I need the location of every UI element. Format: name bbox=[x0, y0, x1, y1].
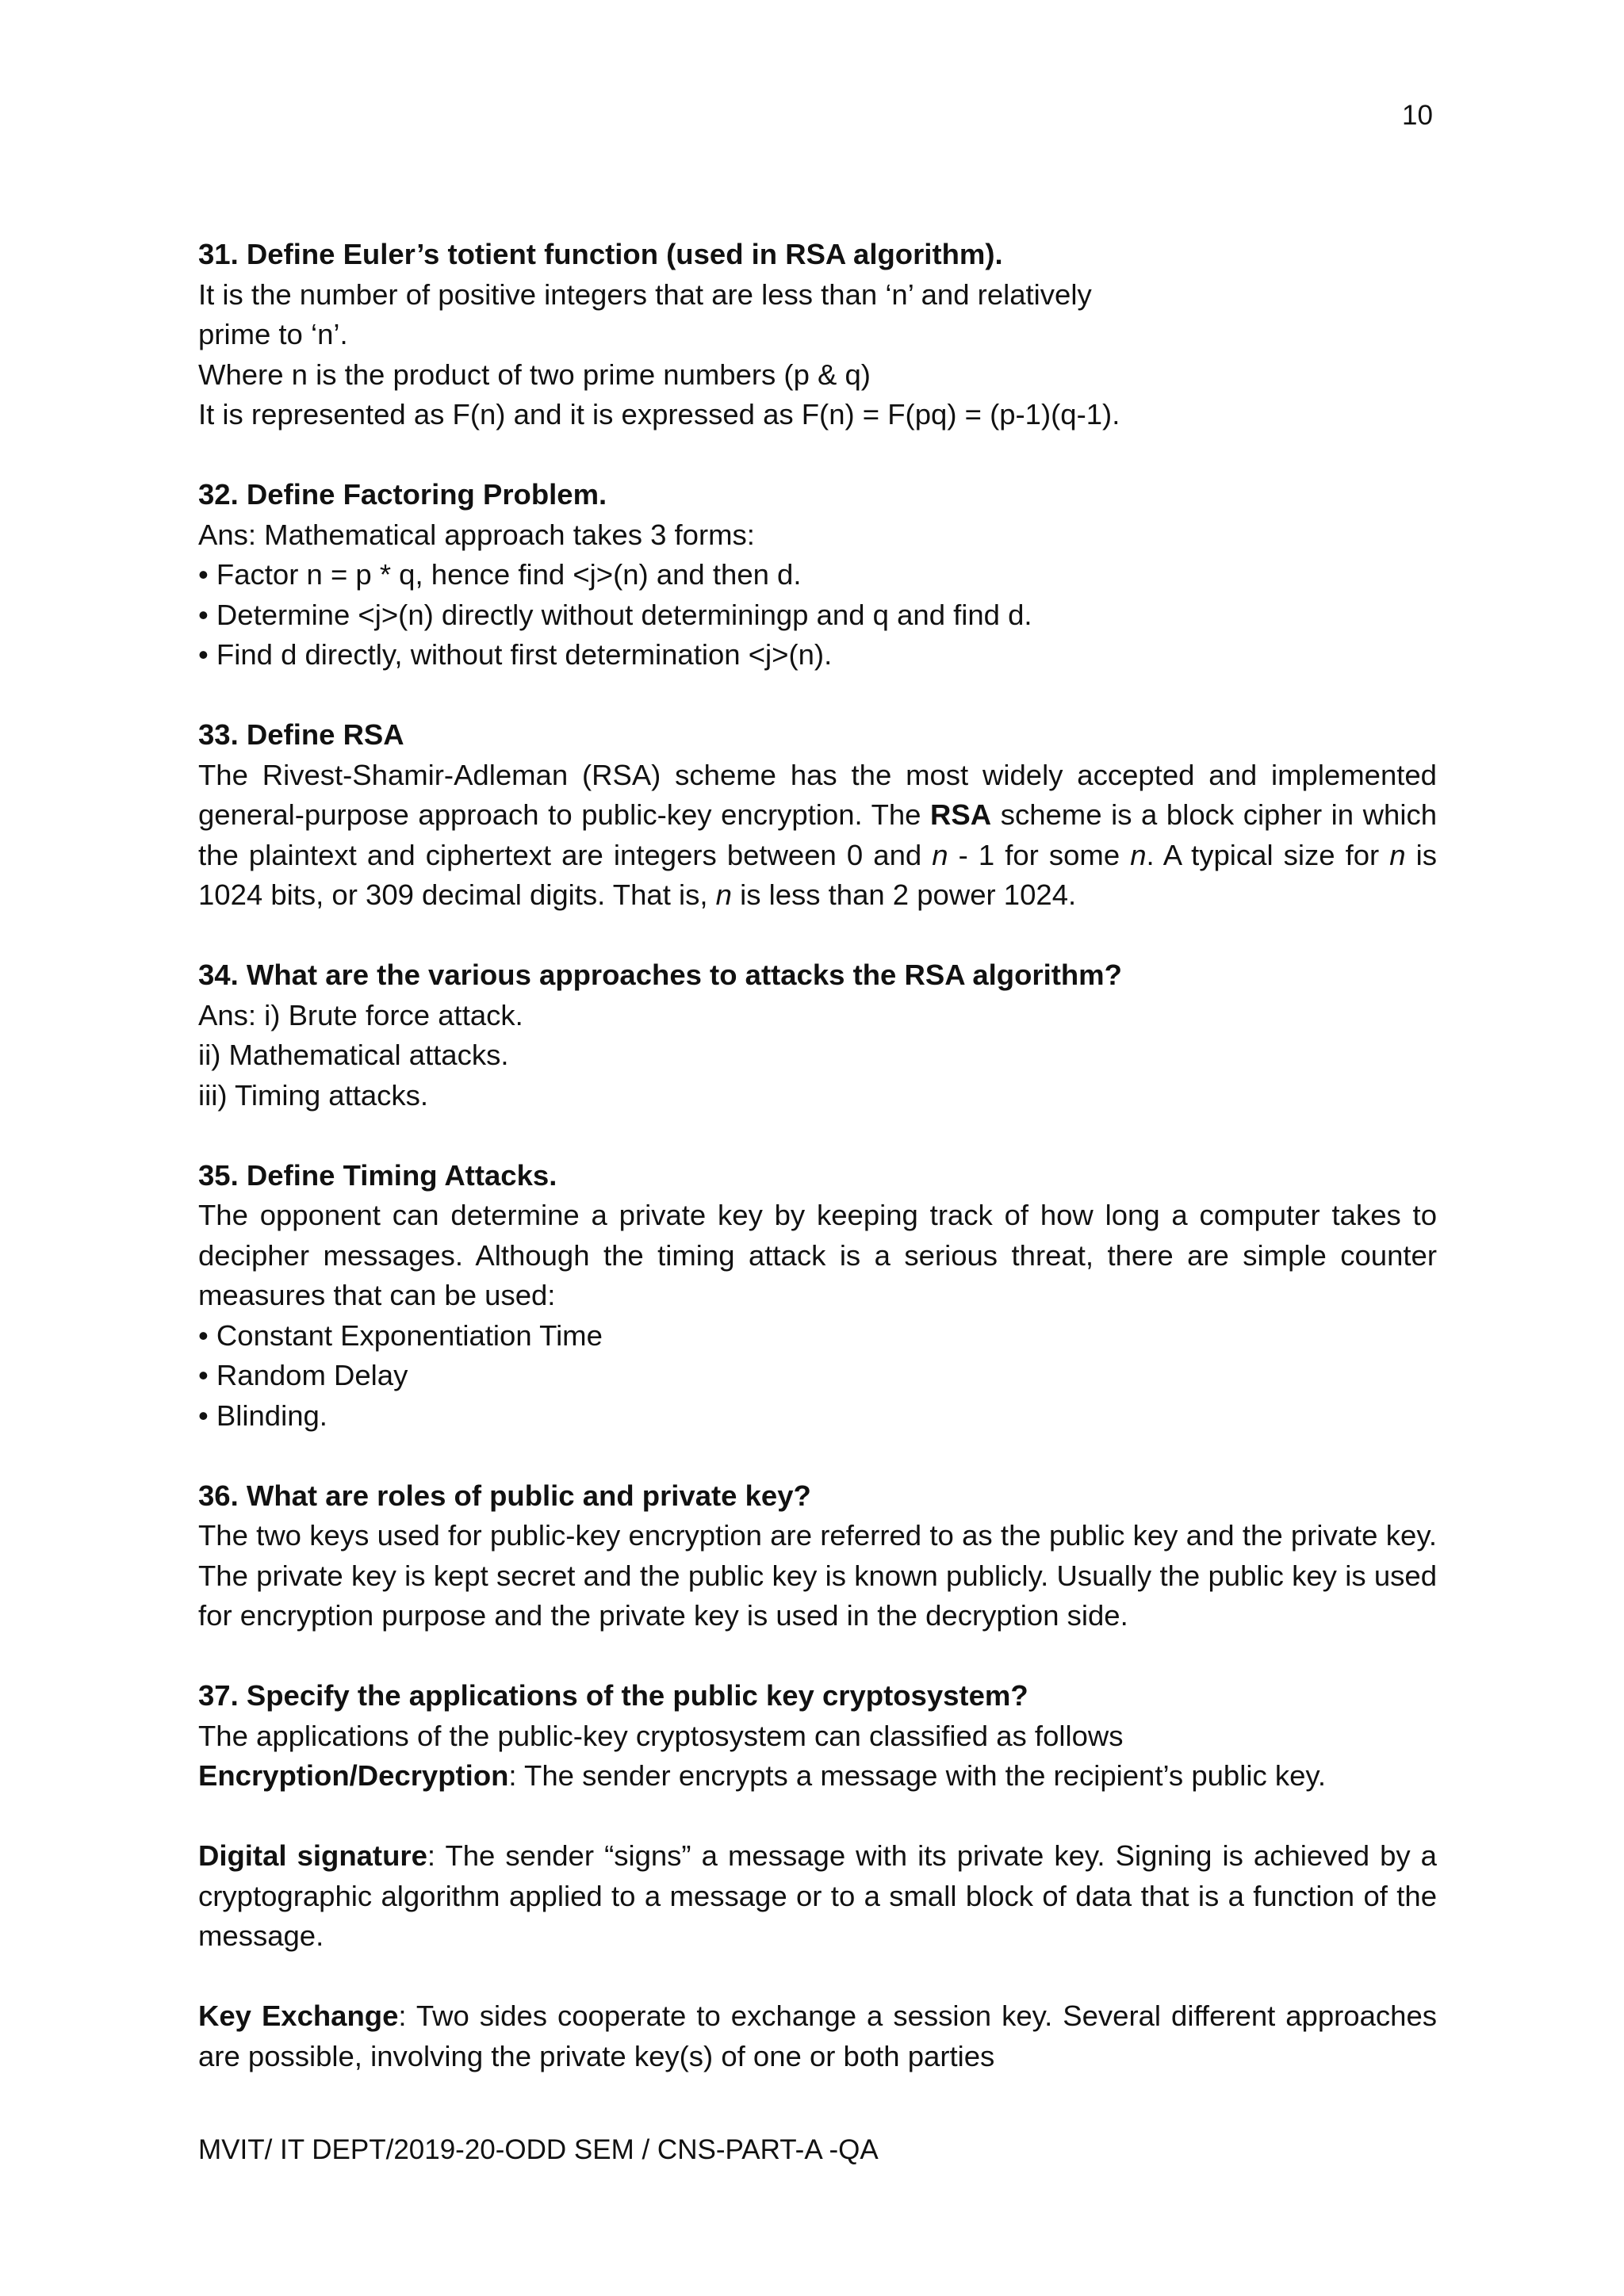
text-run: : Two sides cooperate to exchange a session key. Several different approaches are possible, involving the private key(s) of one or both parties bbox=[198, 1999, 1437, 2072]
question-36 bbox=[198, 1476, 1437, 1636]
question-title: 35. Define Timing Attacks. bbox=[198, 1158, 557, 1192]
answer-text: The applications of the public-key cryptosystem can classified as follows bbox=[198, 1719, 1124, 1752]
spacer bbox=[198, 1957, 1437, 1997]
question-37 bbox=[198, 1676, 1437, 2076]
question-title: 36. What are roles of public and private key? bbox=[198, 1479, 811, 1512]
text-run: : The sender encrypts a message with the recipient’s public key. bbox=[508, 1759, 1327, 1792]
question-33 bbox=[198, 715, 1437, 916]
page-footer: MVIT/ IT DEPT/2019-20-ODD SEM / CNS-PART-A -QA bbox=[198, 2134, 879, 2165]
answer-text: Ans: Mathematical approach takes 3 forms: bbox=[198, 518, 755, 551]
question-title: 31. Define Euler’s totient function (used in RSA algorithm). bbox=[198, 238, 1003, 270]
list-item: • Find d directly, without first determination <j>(n). bbox=[198, 638, 833, 671]
bold-term: Encryption/Decryption bbox=[198, 1759, 509, 1792]
italic-variable: n bbox=[715, 878, 732, 911]
answer-text: The opponent can determine a private key by keeping track of how long a computer takes to decipher messages. Although the timing attack is a serious threat, there are simple counter measures that can be used: bbox=[198, 1199, 1437, 1311]
answer-text: It is the number of positive integers that are less than ‘n’ and relatively prime to ‘n’. bbox=[198, 277, 1092, 350]
list-item: • Random Delay bbox=[198, 1359, 408, 1391]
list-item: iii) Timing attacks. bbox=[198, 1078, 429, 1112]
text-run: : The sender “signs” a message with its private key. Signing is achieved by a cryptographic algorithm applied to a message or to a small block of data that is a function of the message. bbox=[198, 1839, 1437, 1952]
question-31 bbox=[198, 235, 1437, 435]
text-run: is 1024 bits, or 309 decimal digits. That is, bbox=[198, 838, 1438, 911]
bold-term: Digital signature bbox=[198, 1839, 427, 1872]
document-body bbox=[198, 235, 1437, 2117]
application-key-exchange bbox=[198, 1996, 1437, 2076]
question-title: 34. What are the various approaches to attacks the RSA algorithm? bbox=[198, 959, 1122, 991]
text-run: scheme is a block cipher in which the plaintext and ciphertext are integers between 0 and bbox=[198, 798, 1437, 871]
spacer bbox=[198, 1797, 1437, 1837]
question-35 bbox=[198, 1156, 1437, 1437]
list-item: • Constant Exponentiation Time bbox=[198, 1318, 603, 1352]
list-item: • Determine <j>(n) directly without determiningp and q and find d. bbox=[198, 598, 1032, 631]
list-item: Ans: i) Brute force attack. bbox=[198, 998, 523, 1031]
list-item: • Blinding. bbox=[198, 1399, 327, 1432]
bold-term: RSA bbox=[930, 798, 992, 831]
page-number: 10 bbox=[1402, 100, 1433, 131]
question-34 bbox=[198, 955, 1437, 1115]
question-32 bbox=[198, 475, 1437, 675]
bold-term: Key Exchange bbox=[198, 1999, 399, 2032]
italic-variable: n bbox=[1389, 838, 1406, 871]
list-item: ii) Mathematical attacks. bbox=[198, 1039, 509, 1071]
application-encryption bbox=[198, 1756, 1437, 1797]
answer-text: Where n is the product of two prime numbers (p & q) bbox=[198, 358, 871, 391]
answer-text bbox=[198, 756, 1437, 916]
text-run: . A typical size for bbox=[1146, 838, 1390, 871]
italic-variable: n bbox=[932, 838, 948, 871]
question-title: 37. Specify the applications of the public key cryptosystem? bbox=[198, 1679, 1028, 1712]
text-run: is less than 2 power 1024. bbox=[731, 878, 1077, 911]
application-signature bbox=[198, 1836, 1437, 1957]
question-title: 32. Define Factoring Problem. bbox=[198, 478, 607, 511]
answer-text: It is represented as F(n) and it is expressed as F(n) = F(pq) = (p-1)(q-1). bbox=[198, 398, 1120, 430]
text-run: - 1 for some bbox=[948, 838, 1131, 871]
answer-text: The two keys used for public-key encryption are referred to as the public key and the private key. The private key is kept secret and the public key is known publicly. Usually the public key is used for encryption purpose and the private key is used in the decryption side. bbox=[198, 1519, 1437, 1632]
text-run: The Rivest-Shamir-Adleman (RSA) scheme has the most widely accepted and implemented general-purpose approach to public-key encryption. The bbox=[198, 758, 1437, 831]
question-title: 33. Define RSA bbox=[198, 718, 404, 751]
italic-variable: n bbox=[1130, 838, 1147, 871]
list-item: • Factor n = p * q, hence find <j>(n) and then d. bbox=[198, 558, 802, 591]
